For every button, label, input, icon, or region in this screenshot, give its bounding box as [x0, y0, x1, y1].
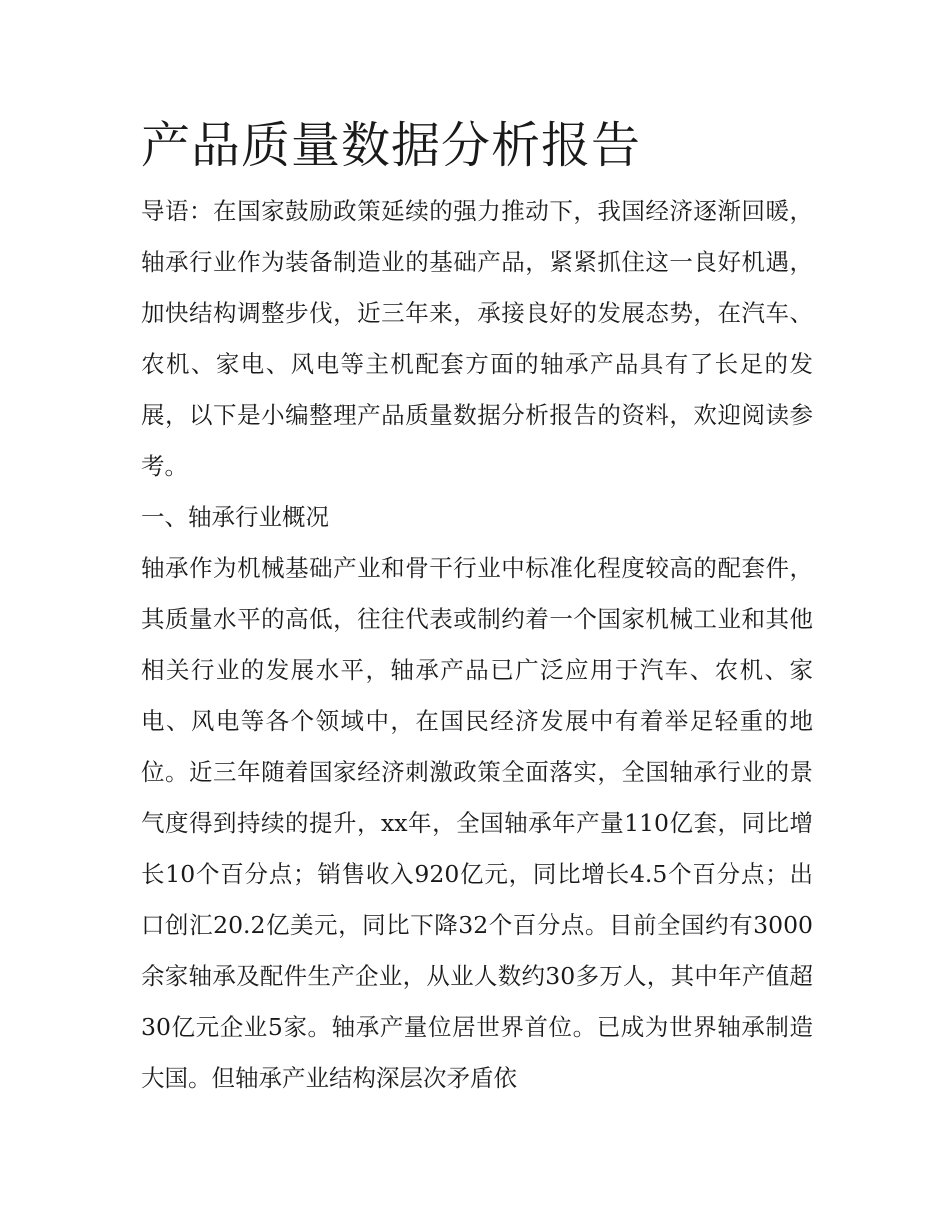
body-paragraph: 轴承作为机械基础产业和骨干行业中标准化程度较高的配套件，其质量水平的高低，往往代表或制约着一个国家机械工业和其他相关行业的发展水平，轴承产品已广泛应用于汽车、农机、家电、风电等各个领域中，在国民经济发展中有着举足轻重的地位。近三年随着国家经济刺激政策全面落实，全国轴承行业的景气度得到持续的提升，xx年，全国轴承年产量110亿套，同比增长10个百分点；销售收入920亿元，同比增长4.5个百分点；出口创汇20.2亿美元，同比下降32个百分点。目前全国约有3000余家轴承及配件生产企业，从业人数约30多万人，其中年产值超30亿元企业5家。轴承产量位居世界首位。已成为世界轴承制造大国。但轴承产业结构深层次矛盾依 — [141, 554, 813, 1092]
section-heading: 一、轴承行业概况 — [141, 503, 329, 531]
intro-paragraph: 导语：在国家鼓励政策延续的强力推动下，我国经济逐渐回暖，轴承行业作为装备制造业的基础产品，紧紧抓住这一良好机遇，加快结构调整步伐，近三年来，承接良好的发展态势，在汽车、农机、家电、风电等主机配套方面的轴承产品具有了长足的发展，以下是小编整理产品质量数据分析报告的资料，欢迎阅读参考。 — [141, 197, 813, 480]
document-title: 产品质量数据分析报告 — [141, 117, 642, 174]
document-page — [141, 108, 813, 1104]
